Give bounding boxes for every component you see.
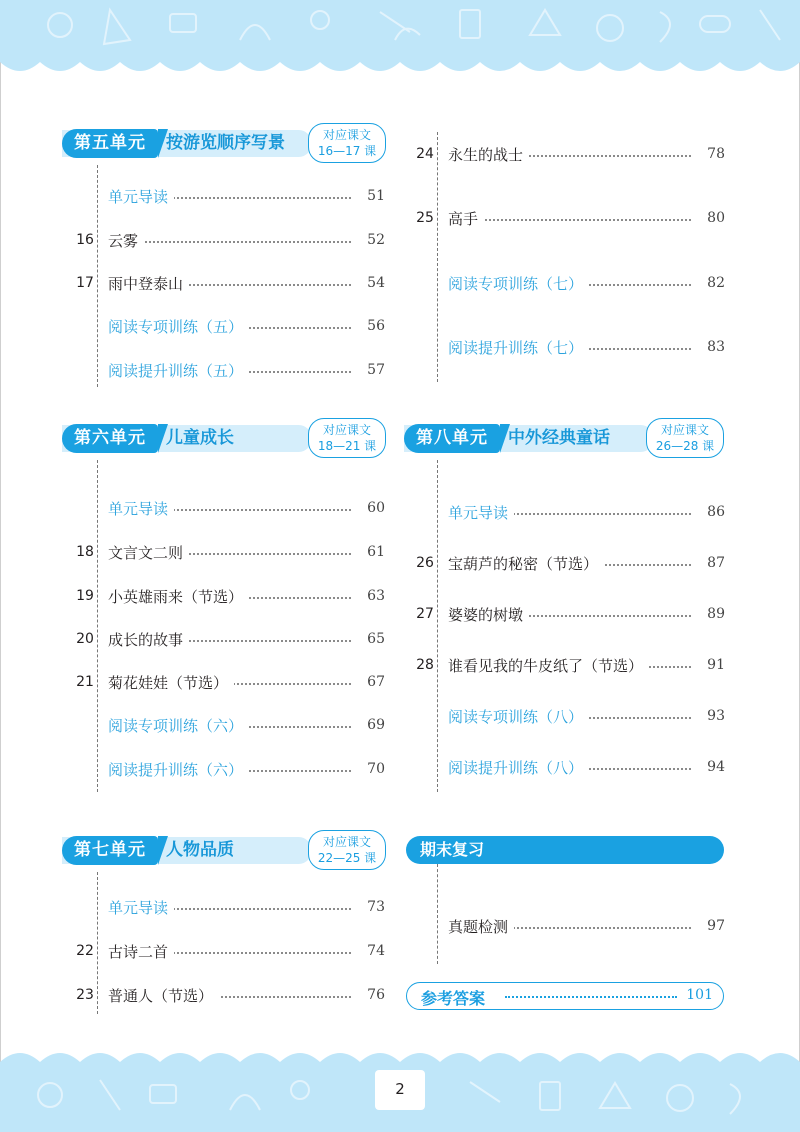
- entry-title: 高手: [448, 208, 484, 229]
- toc-row[interactable]: [410, 705, 725, 727]
- toc-row[interactable]: [410, 207, 725, 229]
- page-number: 97: [707, 918, 725, 934]
- toc-row[interactable]: [70, 671, 385, 693]
- lesson-number: 20: [76, 631, 94, 647]
- toc-row[interactable]: [70, 229, 385, 251]
- page-number: 87: [707, 555, 725, 571]
- page-number: 56: [367, 318, 385, 334]
- entry-title: 单元导读: [108, 186, 174, 207]
- unit6-header: [62, 418, 388, 458]
- page-footer-number: 2: [395, 1080, 405, 1098]
- entry-title: 小英雄雨来（节选）: [108, 586, 249, 607]
- page-number: 57: [367, 362, 385, 378]
- toc-row[interactable]: [410, 552, 725, 574]
- unit8-header: [404, 418, 726, 458]
- entry-title: 阅读专项训练（六）: [108, 715, 249, 736]
- page-number: 73: [367, 899, 385, 915]
- page-number: 83: [707, 339, 725, 355]
- page-number: 54: [367, 275, 385, 291]
- top-decoration-band: [0, 0, 800, 90]
- unit8-label: 第八单元: [404, 424, 500, 453]
- entry-title: 菊花娃娃（节选）: [108, 672, 234, 693]
- entry-title: 宝葫芦的秘密（节选）: [448, 553, 604, 574]
- page-number: 80: [707, 210, 725, 226]
- entry-title: 阅读提升训练（五）: [108, 360, 249, 381]
- page-number: 86: [707, 504, 725, 520]
- toc-row[interactable]: [410, 654, 725, 676]
- lesson-number: 24: [416, 146, 434, 162]
- toc-row[interactable]: [410, 272, 725, 294]
- badge-line2: 18—21 课: [317, 439, 377, 453]
- page-number: 65: [367, 631, 385, 647]
- badge-line2: 16—17 课: [317, 144, 377, 158]
- entry-title: 古诗二首: [108, 941, 174, 962]
- entry-title: 单元导读: [448, 502, 514, 523]
- toc-row[interactable]: [70, 359, 385, 381]
- lesson-number: 22: [76, 943, 94, 959]
- page-number: 67: [367, 674, 385, 690]
- badge-line1: 对应课文: [322, 423, 371, 437]
- entry-title: 阅读专项训练（八）: [448, 706, 589, 727]
- entry-title: 婆婆的树墩: [448, 604, 529, 625]
- entry-title: 雨中登泰山: [108, 273, 189, 294]
- entry-title: 阅读提升训练（六）: [108, 759, 249, 780]
- entry-title: 阅读提升训练（七）: [448, 337, 589, 358]
- unit8-theme: 中外经典童话: [508, 428, 610, 448]
- final-review-timeline: [437, 864, 438, 964]
- entry-title: 云雾: [108, 230, 144, 251]
- page-number: 89: [707, 606, 725, 622]
- unit5-label: 第五单元: [62, 129, 158, 158]
- answer-key-entry[interactable]: [406, 982, 724, 1010]
- badge-line2: 26—28 课: [655, 439, 715, 453]
- entry-title: 阅读专项训练（五）: [108, 316, 249, 337]
- toc-row[interactable]: [70, 315, 385, 337]
- lesson-number: 19: [76, 588, 94, 604]
- lesson-number: 21: [76, 674, 94, 690]
- entry-title: 单元导读: [108, 897, 174, 918]
- page-number: 78: [707, 146, 725, 162]
- entry-title: 阅读专项训练（七）: [448, 273, 589, 294]
- toc-row[interactable]: [70, 497, 385, 519]
- unit8-lesson-badge: [646, 418, 724, 458]
- unit7-lesson-badge: [308, 830, 386, 870]
- page-number: 60: [367, 500, 385, 516]
- page-number: 52: [367, 232, 385, 248]
- toc-row[interactable]: [70, 896, 385, 918]
- page-number: 70: [367, 761, 385, 777]
- badge-line1: 对应课文: [660, 423, 709, 437]
- unit5-lesson-badge: [308, 123, 386, 163]
- unit7-theme: 人物品质: [166, 840, 234, 860]
- final-review-label: 期末复习: [420, 840, 485, 859]
- unit7-label: 第七单元: [62, 836, 158, 865]
- dot-leader: [505, 996, 677, 998]
- unit7-header: [62, 830, 388, 870]
- entry-title: 谁看见我的牛皮纸了（节选）: [448, 655, 649, 676]
- entry-title: 文言文二则: [108, 542, 189, 563]
- unit5-theme: 按游览顺序写景: [166, 133, 285, 153]
- toc-row[interactable]: [70, 940, 385, 962]
- toc-row[interactable]: [410, 915, 725, 937]
- entry-title: 成长的故事: [108, 629, 189, 650]
- toc-row[interactable]: [70, 541, 385, 563]
- final-review-header: [406, 836, 724, 864]
- entry-title: 真题检测: [448, 916, 514, 937]
- badge-line2: 22—25 课: [317, 851, 377, 865]
- unit5-header: [62, 123, 388, 163]
- lesson-number: 18: [76, 544, 94, 560]
- dot-leader: [108, 241, 351, 243]
- toc-row[interactable]: [410, 501, 725, 523]
- lesson-number: 16: [76, 232, 94, 248]
- lesson-number: 25: [416, 210, 434, 226]
- badge-line1: 对应课文: [322, 835, 371, 849]
- toc-row[interactable]: [410, 143, 725, 165]
- page-number: 69: [367, 717, 385, 733]
- unit6-label: 第六单元: [62, 424, 158, 453]
- toc-row[interactable]: [70, 628, 385, 650]
- badge-line1: 对应课文: [322, 128, 371, 142]
- page-number: 63: [367, 588, 385, 604]
- toc-row[interactable]: [70, 272, 385, 294]
- entry-title: 永生的战士: [448, 144, 529, 165]
- toc-row[interactable]: [410, 756, 725, 778]
- unit6-theme: 儿童成长: [166, 428, 234, 448]
- lesson-number: 28: [416, 657, 434, 673]
- entry-title: 普通人（节选）: [108, 985, 219, 1006]
- page-number: 91: [707, 657, 725, 673]
- lesson-number: 23: [76, 987, 94, 1003]
- toc-row[interactable]: [70, 714, 385, 736]
- page-number: 82: [707, 275, 725, 291]
- lesson-number: 26: [416, 555, 434, 571]
- unit6-lesson-badge: [308, 418, 386, 458]
- toc-row[interactable]: [410, 336, 725, 358]
- page-number: 74: [367, 943, 385, 959]
- entry-title: 阅读提升训练（八）: [448, 757, 589, 778]
- answer-key-label: 参考答案: [421, 989, 486, 1008]
- page-number: 61: [367, 544, 385, 560]
- dot-leader: [448, 219, 691, 221]
- lesson-number: 17: [76, 275, 94, 291]
- page-number: 93: [707, 708, 725, 724]
- entry-title: 单元导读: [108, 498, 174, 519]
- toc-row[interactable]: [410, 603, 725, 625]
- toc-row[interactable]: [70, 585, 385, 607]
- page-number: 94: [707, 759, 725, 775]
- toc-row[interactable]: [70, 758, 385, 780]
- page-number: 76: [367, 987, 385, 1003]
- page-number: 51: [367, 188, 385, 204]
- lesson-number: 27: [416, 606, 434, 622]
- toc-row[interactable]: [70, 984, 385, 1006]
- answer-key-page: 101: [686, 987, 713, 1003]
- toc-row[interactable]: [70, 185, 385, 207]
